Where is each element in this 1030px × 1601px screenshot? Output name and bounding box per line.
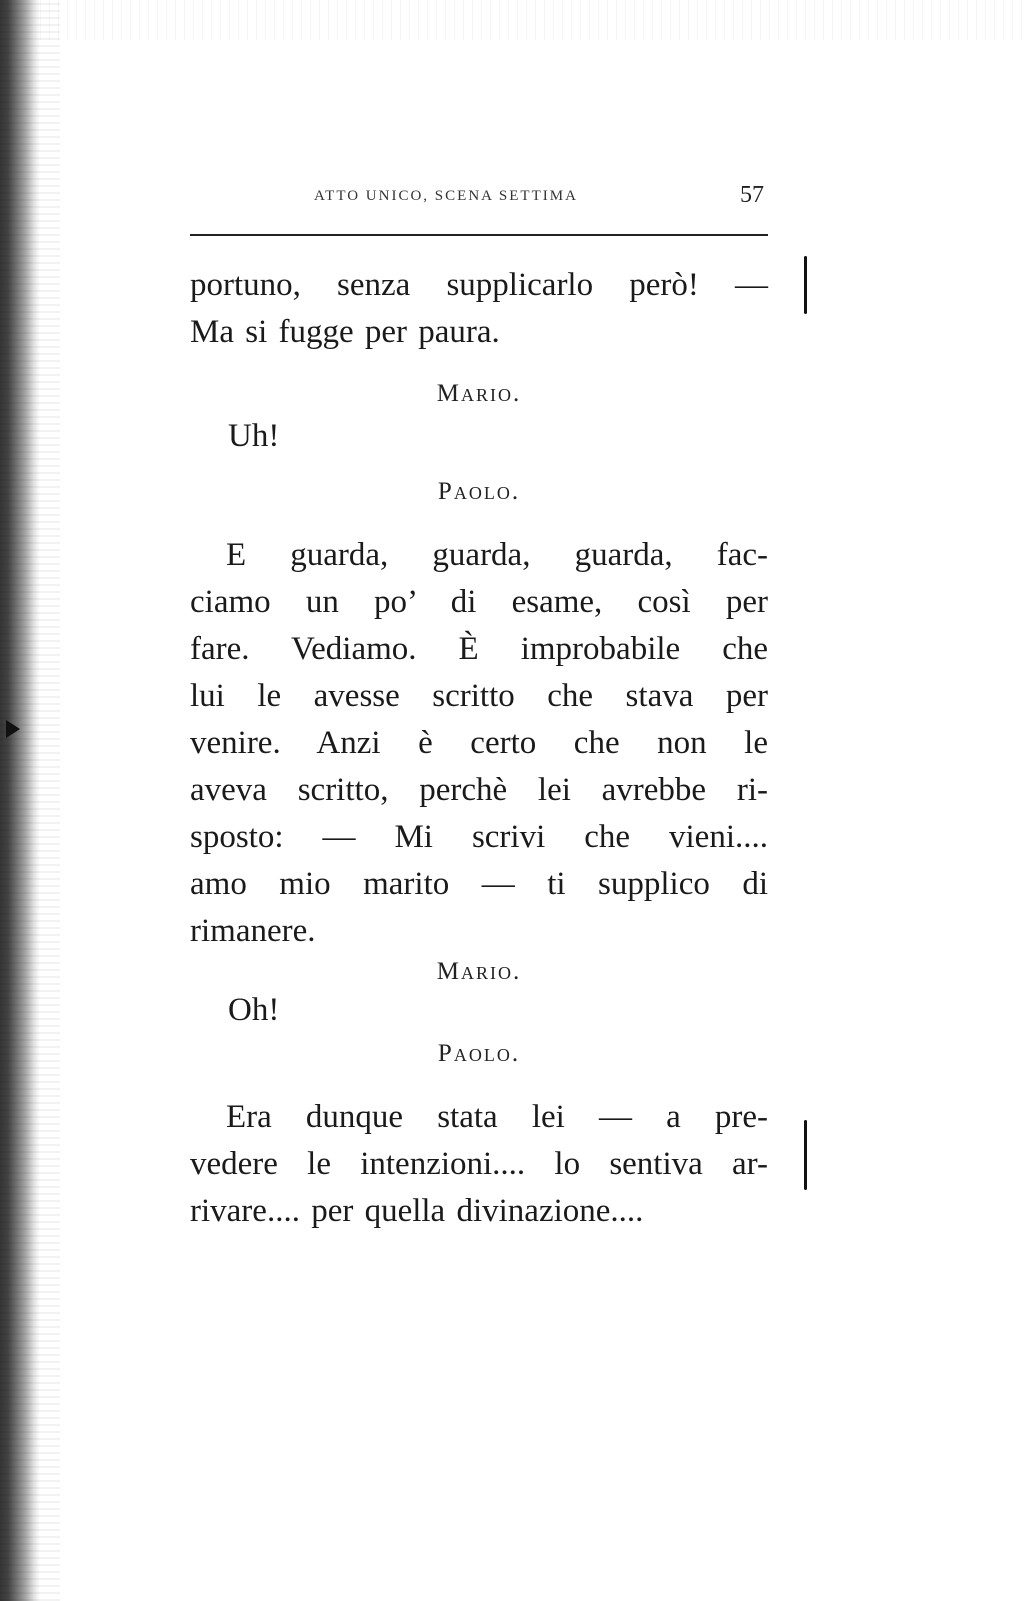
text-line: rivare.... per quella divinazione.... [190, 1193, 644, 1229]
speaker-name: Mario. [436, 958, 522, 985]
text-line: portuno, senza supplicarlo però! — [190, 267, 768, 303]
text-line: vedere le intenzioni.... lo sentiva ar- [190, 1146, 768, 1182]
text-line: amo mio marito — ti supplico di [190, 866, 768, 902]
text-line: ciamo un po’ di esame, così per [190, 584, 768, 620]
scan-noise [40, 0, 1030, 40]
text-line: lui le avesse scritto che stava per [190, 678, 768, 714]
binding-speckle [0, 0, 60, 1601]
text-line: fare. Vediamo. È improbabile che [190, 631, 768, 667]
text-line: venire. Anzi è certo che non le [190, 725, 768, 761]
paragraph-2 [190, 532, 768, 955]
header-rule [190, 234, 768, 236]
text-line: Era dunque stata lei — a pre- [226, 1099, 768, 1135]
text-line: sposto: — Mi scrivi che vieni.... [190, 819, 768, 855]
paragraph-1 [190, 262, 768, 356]
running-head: ATTO UNICO, SCENA SETTIMA [314, 188, 578, 204]
text-line: rimanere. [190, 913, 316, 949]
speech-line: Uh! [228, 418, 280, 454]
speech-line: Oh! [228, 992, 280, 1028]
speaker-name: Paolo. [437, 1040, 521, 1067]
paragraph-3 [190, 1094, 768, 1235]
arrow-mark-icon [6, 720, 20, 738]
text-line: E guarda, guarda, guarda, fac- [226, 537, 768, 573]
speaker-name: Mario. [436, 380, 522, 407]
margin-mark-icon [804, 256, 807, 314]
page-header [190, 182, 768, 220]
text-line: Ma si fugge per paura. [190, 314, 500, 350]
speaker-name: Paolo. [437, 478, 521, 505]
margin-mark-icon [804, 1120, 807, 1190]
text-line: aveva scritto, perchè lei avrebbe ri- [190, 772, 768, 808]
page-number: 57 [740, 182, 764, 208]
